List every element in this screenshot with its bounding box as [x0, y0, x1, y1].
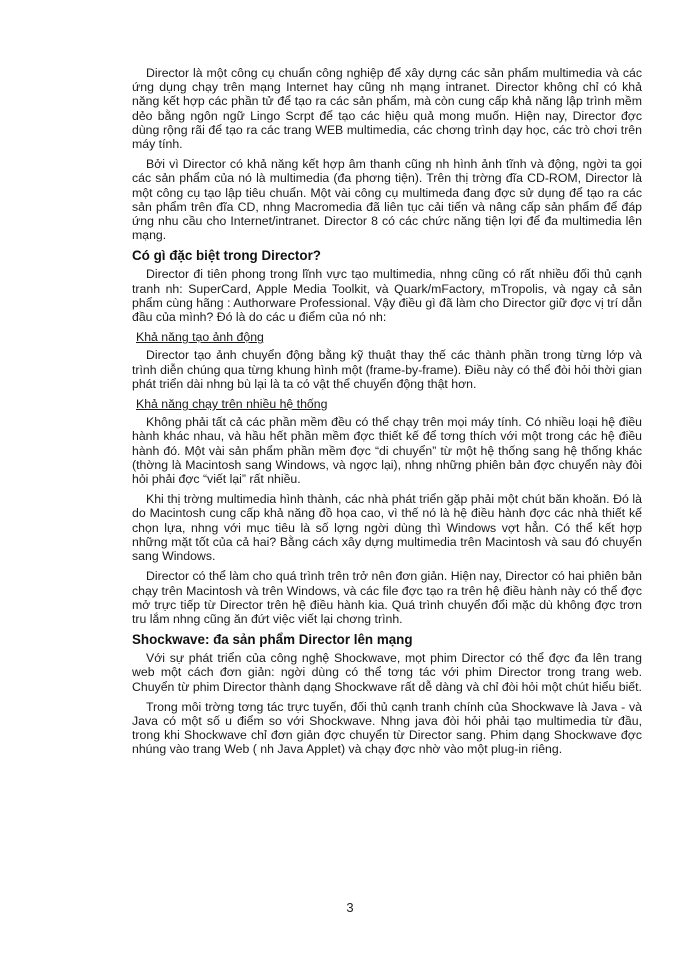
page-number: 3: [346, 900, 354, 915]
intro-paragraph-2: Bởi vì Director có khả năng kết hợp âm thanh cũng nh hình ảnh tĩnh và động, ngời ta gọi các sản phẩm của nó là multimedia (đa phơng tiện). Trên thị trờng đĩa CD-ROM, Director là một công cụ tạo lập tiêu chuẩn. Một vài công cụ multimeda đang đợc sử dụng để tạo ra các sản phẩm trên đĩa CD, nhng Macromedia đã liên tục cải tiến và nâng cấp sản phẩm để đáp ứng nhu cầu cho Internet/intranet. Director 8 có các chức năng tiện lợi để đa multimedia lên mạng.: [132, 157, 642, 243]
subsection-title-animation: Khả năng tạo ảnh động: [136, 330, 264, 345]
intro-paragraph-1: Director là một công cụ chuẩn công nghiệp để xây dựng các sản phẩm multimedia và các ứng dụng chạy trên mạng Internet hay cũng nh mạng intranet. Director không chỉ có khả năng kết hợp các phần tử để tạo ra các sản phẩm, mà còn cung cấp khả năng lập trình mềm dẻo bằng ngôn ngữ Lingo Scrpt để tạo các hiệu quả mong muốn. Hiện nay, Director đợc dùng rộng rãi để tạo ra các trang WEB multimedia, các chơng trình dạy học, các trò chơi trên máy tính.: [132, 66, 642, 152]
shockwave-paragraph-1: Với sự phát triển của công nghệ Shockwave, mọt phim Director có thể đợc đa lên trang web một cách đơn giản: ngời dùng có thể tơng tác với phim Director trong trang web. Chuyển từ phim Director thành dạng Shockwave rất dễ dàng và chỉ đòi hỏi một chút hiểu biết.: [132, 651, 642, 694]
crossplatform-paragraph-2: Khi thị trờng multimedia hình thành, các nhà phát triển gặp phải một chút băn khoăn. Đó là do Macintosh cung cấp khả năng đồ họa cao, vì thế nó là hệ điều hành đợc các nhà thiết kế chọn lựa, nhng với mục tiêu là số lợng ngời dùng thì Windows vợt hẳn. Có thể kết hợp những mặt tốt của cả hai? Bằng cách xây dựng multimedia trên Macintosh và sau đó chuyển sang Windows.: [132, 492, 642, 564]
section1-intro-paragraph: Director đi tiên phong trong lĩnh vực tạo multimedia, nhng cũng có rất nhiều đối thủ cạnh tranh nh: SuperCard, Apple Media Toolkit, và Quark/mFactory, mTropolis, và ngay cả sản phẩm cùng hãng : Authorware Professional. Vậy điều gì đã làm cho Director giữ đợc vị trí dẫn đầu của mình? Đó là do các u điểm của nó nh:: [132, 267, 642, 325]
subsection-title-crossplatform: Khả năng chạy trên nhiều hệ thống: [136, 397, 328, 412]
document-page: [132, 66, 642, 763]
section-heading-shockwave: Shockwave: đa sản phẩm Director lên mạng: [132, 632, 413, 648]
animation-paragraph: Director tạo ảnh chuyển động bằng kỹ thuật thay thế các thành phần trong từng lớp và trình diễn chúng qua từng khung hình một (frame-by-frame). Điều này có thể đòi hỏi thời gian phát triển dài nhng bù lại là ta có vật thể chuyển động thật hơn.: [132, 348, 642, 391]
section-heading-special: Có gì đặc biệt trong Director?: [132, 248, 321, 264]
crossplatform-paragraph-3: Director có thể làm cho quá trình trên trở nên đơn giản. Hiện nay, Director có hai phiên bản chạy trên Macintosh và trên Windows, và các file đợc tạo ra trên hệ điều hành này có thể đợc mở trực tiếp từ Director trên hệ điều hành kia. Quá trình chuyển đổi mặc dù không đợc trơn tru lắm nhng cũng ăn đứt việc viết lại chơng trình.: [132, 569, 642, 626]
crossplatform-paragraph-1: Không phải tất cả các phần mềm đều có thể chạy trên mọi máy tính. Có nhiều loại hệ điều hành khác nhau, và hầu hết phần mềm đợc thiết kế để tơng thích với một trong các hệ điều hành đó. Một vài sản phẩm phần mềm đợc “di chuyển” từ một hệ thống sang hệ thống khác (thờng là Macintosh sang Windows, và ngợc lại), nhng những phiên bản đợc chuyển này đòi hỏi phải đợc “viết lại” rất nhiều.: [132, 415, 642, 487]
shockwave-paragraph-2: Trong môi trờng tơng tác trực tuyến, đối thủ cạnh tranh chính của Shockwave là Java - và Java có một số u điểm so với Shockwave. Nhng java đòi hỏi phải tạo multimedia từ đầu, trong khi Shockwave chỉ đơn giản đợc chuyển từ Director sang. Phim dạng Shockwave đợc nhúng vào trang Web ( nh Java Applet) và chạy đợc nhờ vào một plug-in riêng.: [132, 699, 642, 757]
